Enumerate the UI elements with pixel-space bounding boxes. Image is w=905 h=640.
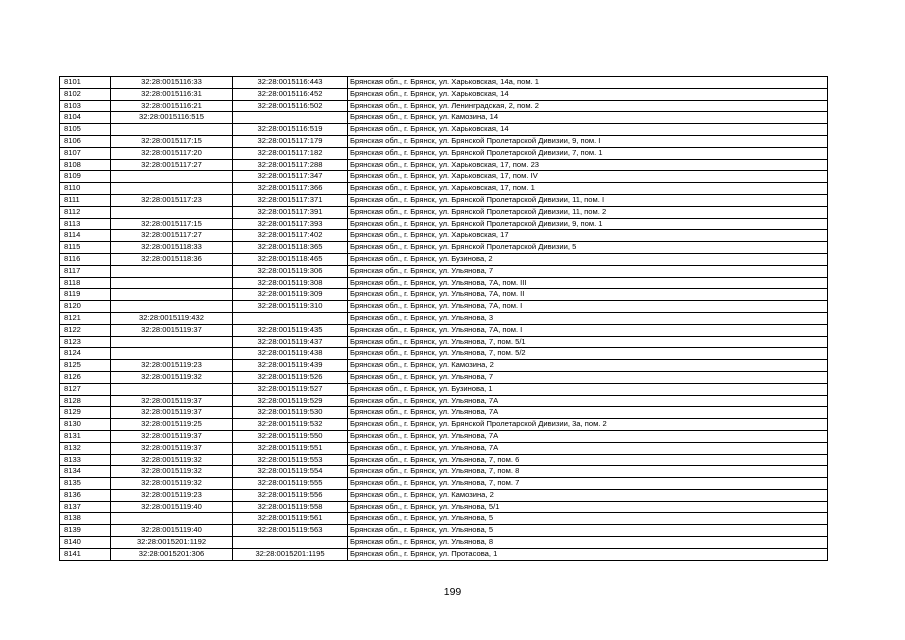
cadastral-number-cell: [111, 348, 233, 360]
cadastral-number-cell: 32:28:0015117:15: [111, 135, 233, 147]
row-number-cell: 8132: [60, 442, 111, 454]
cadastral-number-cell: 32:28:0015116:21: [111, 100, 233, 112]
cadastral-number-cell: 32:28:0015119:439: [233, 360, 348, 372]
cadastral-number-cell: [111, 513, 233, 525]
row-number-cell: 8104: [60, 112, 111, 124]
address-cell: Брянская обл., г. Брянск, ул. Ульянова, 7А: [348, 395, 828, 407]
cadastral-number-cell: 32:28:0015119:553: [233, 454, 348, 466]
address-cell: Брянская обл., г. Брянск, ул. Брянской Пролетарской Дивизии, 3а, пом. 2: [348, 419, 828, 431]
cadastral-number-cell: 32:28:0015117:366: [233, 183, 348, 195]
cadastral-number-cell: 32:28:0015116:33: [111, 77, 233, 89]
cadastral-number-cell: 32:28:0015117:27: [111, 159, 233, 171]
row-number-cell: 8114: [60, 230, 111, 242]
address-cell: Брянская обл., г. Брянск, ул. Брянской Пролетарской Дивизии, 7, пом. 1: [348, 147, 828, 159]
cadastral-number-cell: 32:28:0015116:515: [111, 112, 233, 124]
row-number-cell: 8128: [60, 395, 111, 407]
table-row: [60, 360, 828, 372]
cadastral-number-cell: 32:28:0015117:23: [111, 194, 233, 206]
row-number-cell: 8129: [60, 407, 111, 419]
address-cell: Брянская обл., г. Брянск, ул. Харьковская, 17: [348, 230, 828, 242]
cadastral-number-cell: 32:28:0015119:435: [233, 324, 348, 336]
cadastral-number-cell: 32:28:0015119:32: [111, 454, 233, 466]
table-row: [60, 478, 828, 490]
row-number-cell: 8136: [60, 489, 111, 501]
address-cell: Брянская обл., г. Брянск, ул. Ульянова, 7А, пом. II: [348, 289, 828, 301]
table-row: [60, 371, 828, 383]
row-number-cell: 8118: [60, 277, 111, 289]
cadastral-number-cell: 32:28:0015119:310: [233, 301, 348, 313]
address-cell: Брянская обл., г. Брянск, ул. Бузинова, 2: [348, 253, 828, 265]
cadastral-number-cell: 32:28:0015119:556: [233, 489, 348, 501]
table-row: [60, 230, 828, 242]
cadastral-number-cell: 32:28:0015117:288: [233, 159, 348, 171]
cadastral-number-cell: 32:28:0015119:32: [111, 371, 233, 383]
table-row: [60, 501, 828, 513]
address-cell: Брянская обл., г. Брянск, ул. Харьковская, 17, пом. 1: [348, 183, 828, 195]
address-cell: Брянская обл., г. Брянск, ул. Брянской Пролетарской Дивизии, 5: [348, 242, 828, 254]
address-cell: Брянская обл., г. Брянск, ул. Ульянова, 7, пом. 6: [348, 454, 828, 466]
table-body: [60, 77, 828, 561]
row-number-cell: 8108: [60, 159, 111, 171]
row-number-cell: 8102: [60, 88, 111, 100]
row-number-cell: 8130: [60, 419, 111, 431]
table-row: [60, 77, 828, 89]
row-number-cell: 8112: [60, 206, 111, 218]
cadastral-number-cell: 32:28:0015118:36: [111, 253, 233, 265]
cadastral-number-cell: 32:28:0015119:526: [233, 371, 348, 383]
address-cell: Брянская обл., г. Брянск, ул. Ульянова, 7: [348, 371, 828, 383]
table-row: [60, 466, 828, 478]
row-number-cell: 8101: [60, 77, 111, 89]
table-row: [60, 242, 828, 254]
address-cell: Брянская обл., г. Брянск, ул. Ульянова, 7А, пом. III: [348, 277, 828, 289]
row-number-cell: 8119: [60, 289, 111, 301]
address-cell: Брянская обл., г. Брянск, ул. Ульянова, 5/1: [348, 501, 828, 513]
cadastral-number-cell: 32:28:0015118:465: [233, 253, 348, 265]
row-number-cell: 8113: [60, 218, 111, 230]
cadastral-number-cell: 32:28:0015117:182: [233, 147, 348, 159]
cadastral-number-cell: [111, 171, 233, 183]
table-row: [60, 513, 828, 525]
row-number-cell: 8115: [60, 242, 111, 254]
cadastral-number-cell: [111, 289, 233, 301]
cadastral-number-cell: 32:28:0015119:23: [111, 360, 233, 372]
row-number-cell: 8131: [60, 430, 111, 442]
row-number-cell: 8137: [60, 501, 111, 513]
cadastral-number-cell: 32:28:0015118:365: [233, 242, 348, 254]
cadastral-number-cell: 32:28:0015119:37: [111, 395, 233, 407]
table-row: [60, 124, 828, 136]
table-row: [60, 183, 828, 195]
cadastral-number-cell: 32:28:0015201:1195: [233, 548, 348, 560]
table-row: [60, 336, 828, 348]
cadastral-number-cell: 32:28:0015117:15: [111, 218, 233, 230]
row-number-cell: 8117: [60, 265, 111, 277]
table-row: [60, 218, 828, 230]
row-number-cell: 8106: [60, 135, 111, 147]
address-cell: Брянская обл., г. Брянск, ул. Бузинова, 1: [348, 383, 828, 395]
cadastral-number-cell: 32:28:0015119:554: [233, 466, 348, 478]
row-number-cell: 8120: [60, 301, 111, 313]
cadastral-number-cell: 32:28:0015119:532: [233, 419, 348, 431]
cadastral-number-cell: 32:28:0015119:530: [233, 407, 348, 419]
row-number-cell: 8135: [60, 478, 111, 490]
table-row: [60, 407, 828, 419]
cadastral-number-cell: 32:28:0015116:31: [111, 88, 233, 100]
row-number-cell: 8105: [60, 124, 111, 136]
page-number: 199: [443, 586, 462, 598]
address-cell: Брянская обл., г. Брянск, ул. Ульянова, 5: [348, 513, 828, 525]
cadastral-number-cell: 32:28:0015116:452: [233, 88, 348, 100]
cadastral-number-cell: 32:28:0015119:32: [111, 466, 233, 478]
address-cell: Брянская обл., г. Брянск, ул. Камозина, 14: [348, 112, 828, 124]
cadastral-number-cell: 32:28:0015119:32: [111, 478, 233, 490]
cadastral-number-cell: 32:28:0015117:371: [233, 194, 348, 206]
row-number-cell: 8126: [60, 371, 111, 383]
row-number-cell: 8138: [60, 513, 111, 525]
cadastral-number-cell: 32:28:0015119:23: [111, 489, 233, 501]
cadastral-number-cell: 32:28:0015116:443: [233, 77, 348, 89]
row-number-cell: 8141: [60, 548, 111, 560]
cadastral-number-cell: 32:28:0015117:402: [233, 230, 348, 242]
row-number-cell: 8110: [60, 183, 111, 195]
table-row: [60, 324, 828, 336]
address-cell: Брянская обл., г. Брянск, ул. Ульянова, 7, пом. 7: [348, 478, 828, 490]
cadastral-number-cell: 32:28:0015119:37: [111, 407, 233, 419]
cadastral-number-cell: 32:28:0015117:20: [111, 147, 233, 159]
table-row: [60, 289, 828, 301]
cadastral-number-cell: 32:28:0015119:25: [111, 419, 233, 431]
cadastral-number-cell: 32:28:0015119:309: [233, 289, 348, 301]
cadastral-number-cell: [233, 537, 348, 549]
cadastral-number-cell: 32:28:0015117:393: [233, 218, 348, 230]
cadastral-number-cell: 32:28:0015119:432: [111, 312, 233, 324]
cadastral-number-cell: 32:28:0015116:519: [233, 124, 348, 136]
address-cell: Брянская обл., г. Брянск, ул. Ульянова, 7А: [348, 442, 828, 454]
table-row: [60, 430, 828, 442]
table-row: [60, 194, 828, 206]
table-row: [60, 537, 828, 549]
cadastral-number-cell: 32:28:0015119:527: [233, 383, 348, 395]
address-cell: Брянская обл., г. Брянск, ул. Брянской Пролетарской Дивизии, 11, пом. 2: [348, 206, 828, 218]
row-number-cell: 8123: [60, 336, 111, 348]
address-cell: Брянская обл., г. Брянск, ул. Харьковская, 14: [348, 88, 828, 100]
cadastral-number-cell: 32:28:0015119:563: [233, 525, 348, 537]
address-cell: Брянская обл., г. Брянск, ул. Ульянова, 7А: [348, 430, 828, 442]
cadastral-number-cell: [111, 277, 233, 289]
cadastral-number-cell: 32:28:0015119:40: [111, 525, 233, 537]
cadastral-number-cell: 32:28:0015119:437: [233, 336, 348, 348]
cadastral-number-cell: [233, 312, 348, 324]
cadastral-number-cell: 32:28:0015119:550: [233, 430, 348, 442]
address-cell: Брянская обл., г. Брянск, ул. Ульянова, 7А: [348, 407, 828, 419]
row-number-cell: 8140: [60, 537, 111, 549]
cadastral-number-cell: 32:28:0015201:306: [111, 548, 233, 560]
table-row: [60, 88, 828, 100]
row-number-cell: 8139: [60, 525, 111, 537]
row-number-cell: 8122: [60, 324, 111, 336]
cadastral-number-cell: 32:28:0015117:179: [233, 135, 348, 147]
address-cell: Брянская обл., г. Брянск, ул. Брянской Пролетарской Дивизии, 11, пом. I: [348, 194, 828, 206]
table-row: [60, 419, 828, 431]
registry-table: [59, 76, 828, 561]
cadastral-number-cell: 32:28:0015117:27: [111, 230, 233, 242]
cadastral-number-cell: 32:28:0015119:37: [111, 324, 233, 336]
address-cell: Брянская обл., г. Брянск, ул. Ульянова, 8: [348, 537, 828, 549]
table-row: [60, 548, 828, 560]
table-row: [60, 112, 828, 124]
address-cell: Брянская обл., г. Брянск, ул. Ульянова, 7: [348, 265, 828, 277]
cadastral-number-cell: [111, 336, 233, 348]
address-cell: Брянская обл., г. Брянск, ул. Брянской Пролетарской Дивизии, 9, пом. I: [348, 135, 828, 147]
row-number-cell: 8127: [60, 383, 111, 395]
cadastral-number-cell: 32:28:0015119:438: [233, 348, 348, 360]
row-number-cell: 8124: [60, 348, 111, 360]
table-row: [60, 277, 828, 289]
address-cell: Брянская обл., г. Брянск, ул. Протасова, 1: [348, 548, 828, 560]
table-row: [60, 489, 828, 501]
cadastral-number-cell: 32:28:0015119:308: [233, 277, 348, 289]
row-number-cell: 8111: [60, 194, 111, 206]
cadastral-number-cell: 32:28:0015119:551: [233, 442, 348, 454]
address-cell: Брянская обл., г. Брянск, ул. Ульянова, 5: [348, 525, 828, 537]
cadastral-number-cell: 32:28:0015117:347: [233, 171, 348, 183]
address-cell: Брянская обл., г. Брянск, ул. Ульянова, 7А, пом. I: [348, 324, 828, 336]
cadastral-number-cell: 32:28:0015119:306: [233, 265, 348, 277]
table-row: [60, 265, 828, 277]
cadastral-number-cell: 32:28:0015119:37: [111, 442, 233, 454]
address-cell: Брянская обл., г. Брянск, ул. Харьковская, 17, пом. 23: [348, 159, 828, 171]
row-number-cell: 8133: [60, 454, 111, 466]
address-cell: Брянская обл., г. Брянск, ул. Камозина, 2: [348, 489, 828, 501]
table-row: [60, 383, 828, 395]
cadastral-number-cell: 32:28:0015119:555: [233, 478, 348, 490]
address-cell: Брянская обл., г. Брянск, ул. Ульянова, 7, пом. 5/2: [348, 348, 828, 360]
cadastral-number-cell: [111, 265, 233, 277]
address-cell: Брянская обл., г. Брянск, ул. Камозина, 2: [348, 360, 828, 372]
cadastral-number-cell: 32:28:0015119:40: [111, 501, 233, 513]
address-cell: Брянская обл., г. Брянск, ул. Ульянова, 7, пом. 8: [348, 466, 828, 478]
cadastral-number-cell: 32:28:0015201:1192: [111, 537, 233, 549]
cadastral-number-cell: 32:28:0015119:561: [233, 513, 348, 525]
table-row: [60, 135, 828, 147]
table-row: [60, 301, 828, 313]
cadastral-number-cell: 32:28:0015119:558: [233, 501, 348, 513]
cadastral-number-cell: [111, 206, 233, 218]
row-number-cell: 8107: [60, 147, 111, 159]
address-cell: Брянская обл., г. Брянск, ул. Ленинградская, 2, пом. 2: [348, 100, 828, 112]
address-cell: Брянская обл., г. Брянск, ул. Харьковская, 17, пом. IV: [348, 171, 828, 183]
table-row: [60, 348, 828, 360]
table-row: [60, 159, 828, 171]
cadastral-number-cell: [111, 124, 233, 136]
table-row: [60, 395, 828, 407]
table-row: [60, 442, 828, 454]
table-row: [60, 171, 828, 183]
cadastral-number-cell: 32:28:0015117:391: [233, 206, 348, 218]
address-cell: Брянская обл., г. Брянск, ул. Харьковская, 14: [348, 124, 828, 136]
address-cell: Брянская обл., г. Брянск, ул. Ульянова, 7А, пом. I: [348, 301, 828, 313]
table-row: [60, 454, 828, 466]
address-cell: Брянская обл., г. Брянск, ул. Харьковская, 14а, пом. 1: [348, 77, 828, 89]
cadastral-number-cell: [111, 383, 233, 395]
cadastral-number-cell: 32:28:0015116:502: [233, 100, 348, 112]
cadastral-number-cell: 32:28:0015119:37: [111, 430, 233, 442]
address-cell: Брянская обл., г. Брянск, ул. Брянской Пролетарской Дивизии, 9, пом. 1: [348, 218, 828, 230]
table-row: [60, 312, 828, 324]
cadastral-number-cell: 32:28:0015118:33: [111, 242, 233, 254]
row-number-cell: 8121: [60, 312, 111, 324]
cadastral-number-cell: [111, 301, 233, 313]
cadastral-number-cell: [111, 183, 233, 195]
table-row: [60, 147, 828, 159]
table-row: [60, 100, 828, 112]
row-number-cell: 8103: [60, 100, 111, 112]
row-number-cell: 8134: [60, 466, 111, 478]
table-row: [60, 253, 828, 265]
row-number-cell: 8109: [60, 171, 111, 183]
table-row: [60, 206, 828, 218]
row-number-cell: 8116: [60, 253, 111, 265]
table-row: [60, 525, 828, 537]
cadastral-number-cell: [233, 112, 348, 124]
cadastral-number-cell: 32:28:0015119:529: [233, 395, 348, 407]
address-cell: Брянская обл., г. Брянск, ул. Ульянова, 3: [348, 312, 828, 324]
row-number-cell: 8125: [60, 360, 111, 372]
address-cell: Брянская обл., г. Брянск, ул. Ульянова, 7, пом. 5/1: [348, 336, 828, 348]
